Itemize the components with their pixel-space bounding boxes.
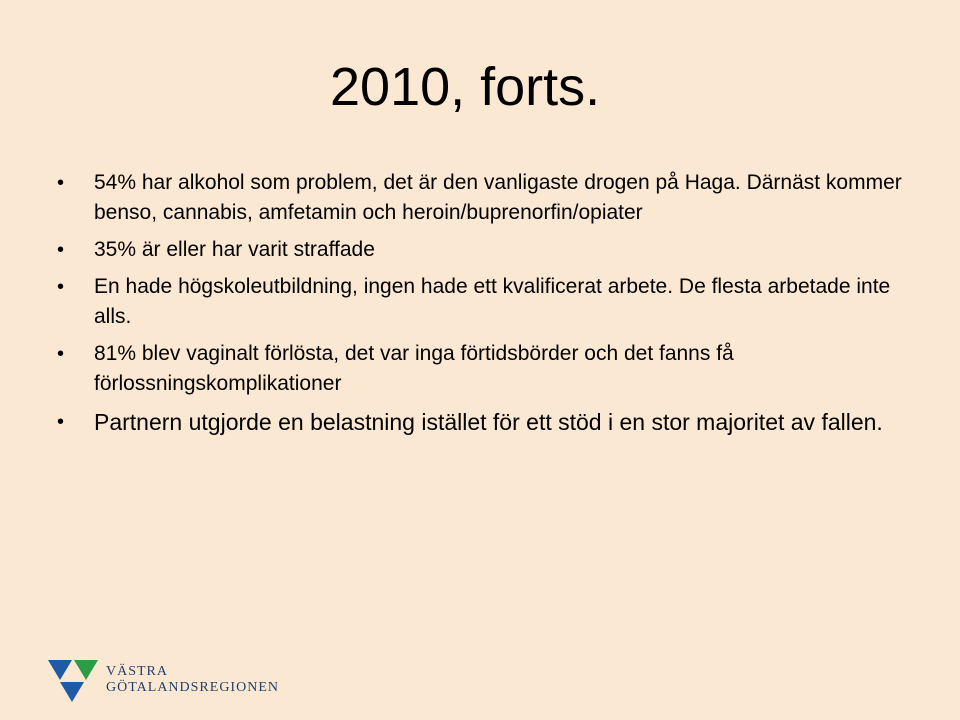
bullet-dot: • <box>57 276 65 298</box>
bullet-text: 54% har alkohol som problem, det är den vanligaste drogen på Haga. Därnäst kommer benso, cannabis, amfetamin och heroin/buprenorfin/opiater <box>94 171 902 224</box>
bullet-dot: • <box>57 172 65 194</box>
logo-line-2: GÖTALANDSREGIONEN <box>106 680 279 695</box>
bullet-dot: • <box>57 411 65 433</box>
bullet-list <box>50 168 930 446</box>
bullet-item <box>50 339 930 399</box>
vgr-logo-icon <box>48 658 100 702</box>
bullet-item <box>50 168 930 228</box>
bullet-item <box>50 272 930 332</box>
bullet-item <box>50 235 930 265</box>
bullet-text: En hade högskoleutbildning, ingen hade ett kvalificerat arbete. De flesta arbetade inte alls. <box>94 275 891 328</box>
bullet-item <box>50 406 930 439</box>
bullet-text: 81% blev vaginalt förlösta, det var inga förtidsbörder och det fanns få förlossningskomplikationer <box>94 342 734 395</box>
logo-line-1: VÄSTRA <box>106 664 169 679</box>
bullet-text: 35% är eller har varit straffade <box>94 238 375 261</box>
vgr-logo <box>48 658 279 702</box>
bullet-dot: • <box>57 239 65 261</box>
bullet-dot: • <box>57 343 65 365</box>
bullet-text: Partnern utgjorde en belastning istället för ett stöd i en stor majoritet av fallen. <box>94 409 883 435</box>
slide-title: 2010, forts. <box>330 57 601 117</box>
vgr-logo-text <box>106 664 279 696</box>
